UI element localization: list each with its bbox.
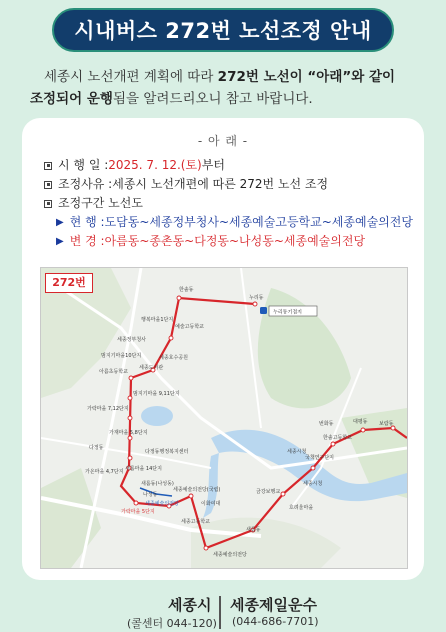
map-stop-label: 가락마을 7,12단지 bbox=[87, 406, 129, 412]
footer bbox=[0, 594, 446, 632]
map-stop-label: 세종시청 bbox=[303, 481, 323, 487]
map-stop-label: 세종예술의전당 bbox=[145, 501, 179, 507]
map-stop-label: 범지기마을10단지 bbox=[101, 353, 142, 359]
map-stop-label: 세종정부청사 bbox=[117, 337, 146, 343]
notice-heading: - 아 래 - bbox=[197, 134, 249, 148]
intro-line2-post: 됨을 알려드리오니 참고 바랍니다. bbox=[112, 91, 313, 107]
map-stop-label: 예술고등학교 bbox=[175, 324, 204, 330]
reason-row bbox=[44, 175, 414, 194]
route-map bbox=[40, 267, 408, 569]
map-stop-label: 번화동 bbox=[319, 421, 334, 427]
date-suffix: 부터 bbox=[201, 158, 225, 172]
changed-route-row bbox=[44, 232, 414, 251]
map-stop-label: 가온마을 4,7단지 bbox=[85, 469, 124, 475]
map-stop-label: 세종예술의전당 bbox=[213, 552, 247, 558]
map-stop-label: 다정동 bbox=[89, 445, 104, 451]
notice-rows bbox=[44, 156, 414, 251]
reason-value: 세종시 노선개편에 따른 272번 노선 조정 bbox=[112, 177, 329, 191]
date-value: 2025. 7. 12.(토) bbox=[108, 158, 202, 172]
notice-card bbox=[22, 118, 424, 580]
map-stop-label: 보람동 bbox=[379, 421, 394, 427]
section-row bbox=[44, 194, 414, 213]
page-title: 시내버스 272번 노선조정 안내 bbox=[52, 8, 394, 52]
section-label: 조정구간 노선도 bbox=[58, 196, 143, 210]
map-stop-label: 금강보행교 bbox=[256, 489, 281, 495]
footer-phone-callcenter: (콜센터 044-120) bbox=[127, 617, 217, 630]
map-stop-label: 누리동 bbox=[249, 295, 264, 301]
intro-line1-bold: 272번 노선이 “아래”와 같이 bbox=[217, 69, 396, 85]
intro-text bbox=[30, 66, 420, 110]
map-stop-label: 행복마을1단지 bbox=[141, 317, 174, 323]
changed-route: 아름동~종촌동~다정동~나성동~세종예술의전당 bbox=[104, 234, 366, 248]
svg-text:누리동기점지: 누리동기점지 bbox=[273, 309, 302, 316]
current-route-row bbox=[44, 213, 414, 232]
map-stop-label: 가락마을 5단지 bbox=[121, 509, 155, 515]
map-stop-label: 한솔고등학교 bbox=[323, 435, 352, 441]
map-stop-label: 범지기마을 9,11단지 bbox=[133, 391, 180, 397]
intro-line1-pre: 세종시 노선개편 계획에 따라 bbox=[44, 69, 218, 85]
map-stop-label: 세종시청 bbox=[287, 449, 307, 455]
map-stop-label: 새롬동 bbox=[246, 527, 261, 533]
changed-label: 변 경 : bbox=[69, 234, 105, 248]
map-stop-label: 세종호수공원 bbox=[159, 355, 188, 361]
route-badge: 272번 bbox=[45, 273, 93, 293]
checkbox-square-icon bbox=[44, 200, 52, 208]
map-stop-label: 새롬마을 14단지 bbox=[125, 466, 162, 472]
checkbox-square-icon bbox=[44, 181, 52, 189]
map-stop-label: 호려울마을 bbox=[289, 505, 314, 511]
current-route: 도담동~세종정부청사~세종예술고등학교~세종예술의전당 bbox=[104, 215, 413, 229]
map-stop-label: 대평동 bbox=[353, 419, 368, 425]
map-stop-label: 다정동행정복지센터 bbox=[145, 449, 189, 455]
date-row bbox=[44, 156, 414, 175]
date-label: 시 행 일 : bbox=[58, 158, 109, 172]
intro-line2-bold: 조정되어 운행 bbox=[30, 91, 113, 107]
map-stop-label: 한솔동 bbox=[179, 287, 194, 293]
map-stop-label: 나성동 bbox=[143, 492, 158, 498]
reason-label: 조정사유 : bbox=[58, 177, 113, 191]
map-stop-label: 세종도서관 bbox=[139, 365, 164, 371]
triangle-right-icon: ▶ bbox=[56, 236, 64, 247]
footer-divider bbox=[219, 596, 221, 629]
map-stop-label: 세종예술의전당(국립) bbox=[173, 487, 221, 493]
current-label: 현 행 : bbox=[69, 215, 105, 229]
footer-org-operator: 세종제일운수 bbox=[230, 596, 317, 614]
map-stop-label: 새롬동(나성동) bbox=[141, 481, 174, 487]
map-stop-label: 아름초등학교 bbox=[99, 369, 128, 375]
checkbox-square-icon bbox=[44, 162, 52, 170]
footer-phone-operator: (044-686-7701) bbox=[232, 615, 319, 628]
map-stop-label: 이화여대 bbox=[201, 501, 221, 507]
footer-org-sejong: 세종시 bbox=[168, 596, 212, 614]
map-stop-label: 국책연구단지 bbox=[305, 455, 334, 461]
map-stop-label: 가재마을 5,8단지 bbox=[109, 430, 148, 436]
map-stop-label: 세종고등학교 bbox=[181, 519, 210, 525]
triangle-right-icon: ▶ bbox=[56, 217, 64, 228]
